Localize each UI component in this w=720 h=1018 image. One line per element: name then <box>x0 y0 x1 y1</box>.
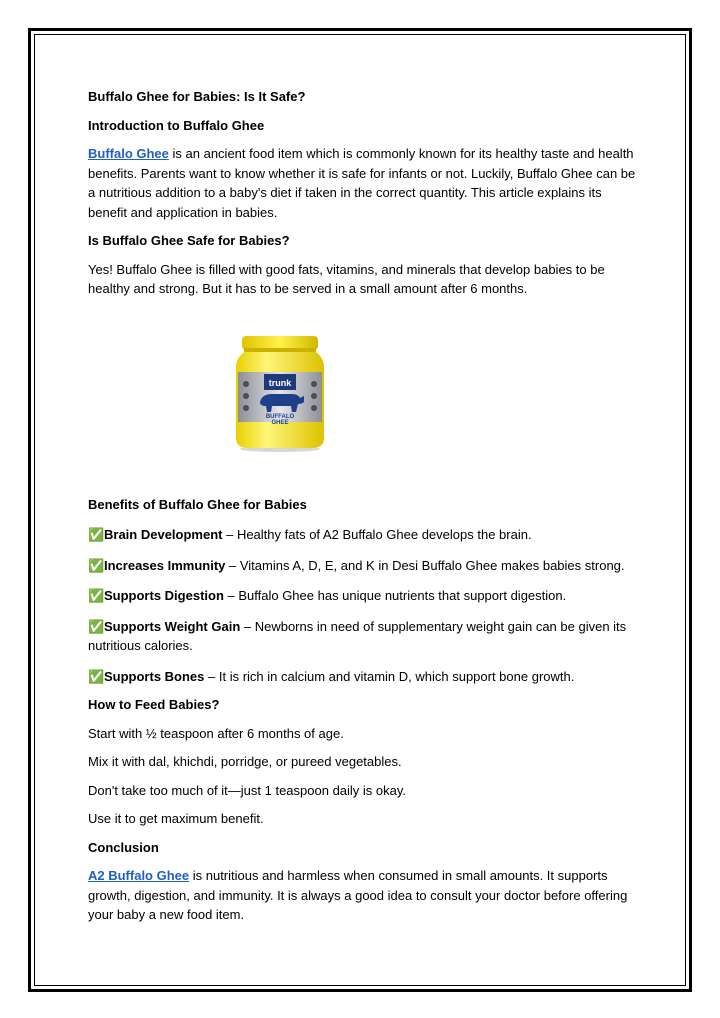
document-body <box>88 87 636 925</box>
ghee-jar-image <box>232 336 328 452</box>
benefit-item <box>88 525 636 545</box>
benefit-item <box>88 667 636 687</box>
check-icon: ✅ <box>88 527 105 542</box>
jar-label-line1: BUFFALO <box>265 414 295 420</box>
benefit-item <box>88 586 636 606</box>
benefit-text: – Healthy fats of A2 Buffalo Ghee develops the brain. <box>222 527 532 542</box>
conclusion-text: is nutritious and harmless when consumed in small amounts. It supports growth, digestion, and immunity. It is always a good idea to consult your doctor before offering your baby a new food item. <box>88 868 628 922</box>
ghee-jar-icon <box>232 336 328 452</box>
feed-heading: How to Feed Babies? <box>88 697 220 712</box>
benefit-title: Supports Weight Gain <box>104 618 241 634</box>
conclusion-heading: Conclusion <box>88 839 159 855</box>
check-icon: ✅ <box>88 618 105 634</box>
feed-item: Start with ½ teaspoon after 6 months of age. <box>88 725 344 741</box>
benefit-title: Increases Immunity <box>104 557 226 573</box>
buffalo-ghee-link[interactable]: Buffalo Ghee <box>88 146 169 161</box>
benefit-text: – Vitamins A, D, E, and K in Desi Buffalo Ghee makes babies strong. <box>225 557 625 573</box>
brand-text: trunk <box>268 378 292 388</box>
intro-text: is an ancient food item which is commonly known for its healthy taste and health benefits. Parents want to know whether it is safe for infants or not. Luckily, Buffalo Ghee can be a nutritious addition to a baby's diet if taken in the correct quantity. This article explains its benefit and application in babies. <box>88 146 636 220</box>
safe-heading: Is Buffalo Ghee Safe for Babies? <box>88 233 290 248</box>
feed-item: Don't take too much of it—just 1 teaspoon daily is okay. <box>88 782 407 798</box>
benefit-title: Supports Digestion <box>104 588 224 603</box>
benefit-text: – Newborns in need of supplementary weight gain can be given its nutritious calories. <box>88 618 627 653</box>
safe-paragraph: Yes! Buffalo Ghee is filled with good fats, vitamins, and minerals that develop babies to be healthy and strong. But it has to be served in a small amount after 6 months. <box>88 261 605 296</box>
document-title: Buffalo Ghee for Babies: Is It Safe? <box>88 89 306 104</box>
a2-buffalo-ghee-link[interactable]: A2 Buffalo Ghee <box>88 868 190 883</box>
benefit-text: – It is rich in calcium and vitamin D, which support bone growth. <box>204 668 575 684</box>
benefit-item <box>88 556 636 576</box>
feed-item: Use it to get maximum benefit. <box>88 811 264 826</box>
check-icon: ✅ <box>88 588 105 603</box>
benefit-item <box>88 617 636 656</box>
check-icon: ✅ <box>88 557 105 573</box>
jar-label-line2: GHEE <box>271 420 289 426</box>
benefits-heading: Benefits of Buffalo Ghee for Babies <box>88 496 307 512</box>
conclusion-paragraph <box>88 866 636 925</box>
benefit-text: – Buffalo Ghee has unique nutrients that support digestion. <box>223 588 567 603</box>
intro-heading: Introduction to Buffalo Ghee <box>88 117 265 133</box>
benefit-title: Brain Development <box>104 527 223 542</box>
benefit-title: Supports Bones <box>104 668 205 684</box>
feed-item: Mix it with dal, khichdi, porridge, or pureed vegetables. <box>88 754 402 769</box>
intro-paragraph <box>88 144 636 222</box>
check-icon: ✅ <box>88 668 105 684</box>
image-spacer <box>88 299 636 495</box>
